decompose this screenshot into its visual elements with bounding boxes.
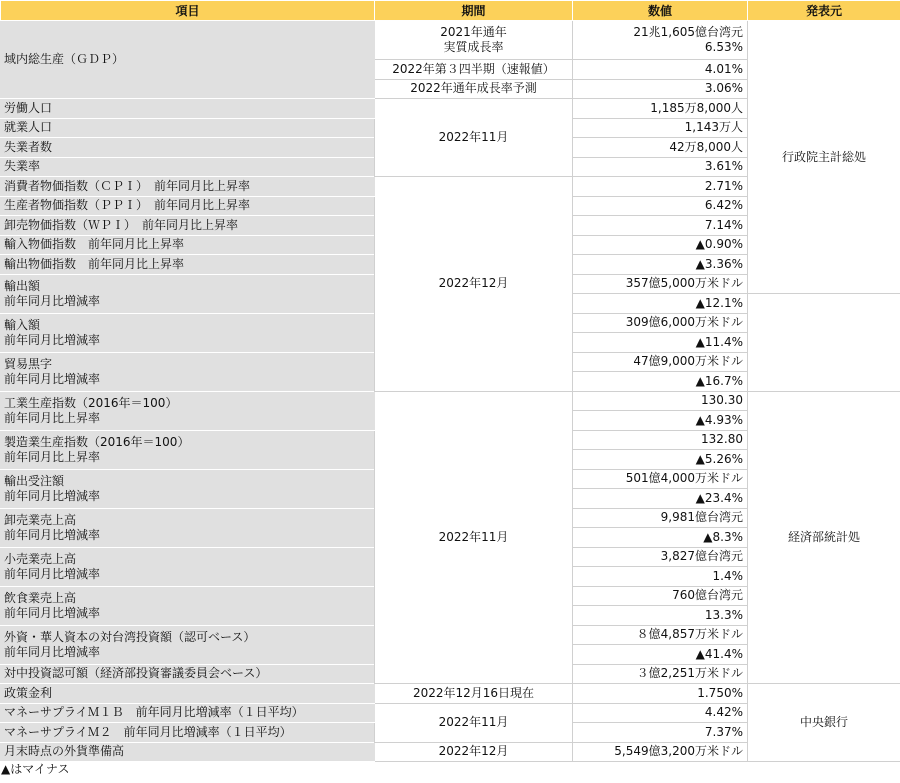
source-cbc: 中央銀行 [748, 684, 900, 762]
value-exports: 357億5,000万米ドル [573, 274, 748, 294]
item-labor-force: 労働人口 [1, 99, 375, 119]
value-unemployed: 42万8,000人 [573, 138, 748, 158]
item-trade-surplus: 貿易黒字 前年同月比増減率 [1, 352, 375, 391]
value-wholesale-change: ▲8.3% [573, 528, 748, 548]
item-import-price: 輸入物価指数 前年同月比上昇率 [1, 235, 375, 255]
source-dgbas: 行政院主計総処 [748, 21, 900, 294]
value-export-orders: 501億4,000万米ドル [573, 469, 748, 489]
value-retail: 3,827億台湾元 [573, 547, 748, 567]
source-moea: 経済部統計処 [748, 391, 900, 684]
value-unemployment-rate: 3.61% [573, 157, 748, 177]
value-food-service: 760億台湾元 [573, 586, 748, 606]
period-gdp-q3: 2022年第３四半期（速報値） [375, 60, 573, 80]
footnote: ▲はマイナス [1, 762, 70, 776]
item-m2: マネーサプライＭ２ 前年同月比増減率（１日平均） [1, 723, 375, 743]
value-ppi: 6.42% [573, 196, 748, 216]
item-gdp: 域内総生産（ＧＤＰ） [1, 21, 375, 99]
item-export-price: 輸出物価指数 前年同月比上昇率 [1, 255, 375, 275]
value-wholesale: 9,981億台湾元 [573, 508, 748, 528]
period-policy-rate: 2022年12月16日現在 [375, 684, 573, 704]
value-labor-force: 1,185万8,000人 [573, 99, 748, 119]
header-period: 期間 [375, 1, 573, 21]
value-china-investment: ３億2,251万米ドル [573, 664, 748, 684]
value-exports-change: ▲12.1% [573, 294, 748, 314]
period-industry: 2022年11月 [375, 391, 573, 684]
value-gdp-q3: 4.01% [573, 60, 748, 80]
value-food-service-change: 13.3% [573, 606, 748, 626]
period-labor: 2022年11月 [375, 99, 573, 177]
item-cpi: 消費者物価指数（ＣＰＩ） 前年同月比上昇率 [1, 177, 375, 197]
value-gdp-forecast: 3.06% [573, 79, 748, 99]
period-gdp-forecast: 2022年通年成長率予測 [375, 79, 573, 99]
item-unemployed: 失業者数 [1, 138, 375, 158]
value-gdp-2021: 21兆1,605億台湾元 6.53% [573, 21, 748, 60]
item-wholesale: 卸売業売上高 前年同月比増減率 [1, 508, 375, 547]
value-fx-reserves: 5,549億3,200万米ドル [573, 742, 748, 762]
value-cpi: 2.71% [573, 177, 748, 197]
value-employed: 1,143万人 [573, 118, 748, 138]
value-industrial-production-change: ▲4.93% [573, 411, 748, 431]
value-foreign-investment-change: ▲41.4% [573, 645, 748, 665]
period-prices-trade: 2022年12月 [375, 177, 573, 392]
value-export-orders-change: ▲23.4% [573, 489, 748, 509]
period-fx-reserves: 2022年12月 [375, 742, 573, 762]
value-export-price: ▲3.36% [573, 255, 748, 275]
item-wpi: 卸売物価指数（ＷＰＩ） 前年同月比上昇率 [1, 216, 375, 236]
value-import-price: ▲0.90% [573, 235, 748, 255]
value-m2: 7.37% [573, 723, 748, 743]
item-manufacturing: 製造業生産指数（2016年＝100） 前年同月比上昇率 [1, 430, 375, 469]
value-foreign-investment: ８億4,857万米ドル [573, 625, 748, 645]
item-industrial-production: 工業生産指数（2016年＝100） 前年同月比上昇率 [1, 391, 375, 430]
item-fx-reserves: 月末時点の外貨準備高 [1, 742, 375, 762]
item-export-orders: 輸出受注額 前年同月比増減率 [1, 469, 375, 508]
item-food-service: 飲食業売上高 前年同月比増減率 [1, 586, 375, 625]
value-industrial-production: 130.30 [573, 391, 748, 411]
item-retail: 小売業売上高 前年同月比増減率 [1, 547, 375, 586]
item-foreign-investment: 外資・華人資本の対台湾投資額（認可ベース） 前年同月比増減率 [1, 625, 375, 664]
value-trade-surplus-change: ▲16.7% [573, 372, 748, 392]
value-m1b: 4.42% [573, 703, 748, 723]
header-item: 項目 [1, 1, 375, 21]
item-ppi: 生産者物価指数（ＰＰＩ） 前年同月比上昇率 [1, 196, 375, 216]
item-unemployment-rate: 失業率 [1, 157, 375, 177]
value-policy-rate: 1.750% [573, 684, 748, 704]
value-manufacturing: 132.80 [573, 430, 748, 450]
value-manufacturing-change: ▲5.26% [573, 450, 748, 470]
item-exports: 輸出額 前年同月比増減率 [1, 274, 375, 313]
value-retail-change: 1.4% [573, 567, 748, 587]
value-imports: 309億6,000万米ドル [573, 313, 748, 333]
value-trade-surplus: 47億9,000万米ドル [573, 352, 748, 372]
item-imports: 輸入額 前年同月比増減率 [1, 313, 375, 352]
period-gdp-2021: 2021年通年 実質成長率 [375, 21, 573, 60]
period-money-supply: 2022年11月 [375, 703, 573, 742]
header-source: 発表元 [748, 1, 900, 21]
item-employed: 就業人口 [1, 118, 375, 138]
value-wpi: 7.14% [573, 216, 748, 236]
item-china-investment: 対中投資認可額（経済部投資審議委員会ベース） [1, 664, 375, 684]
item-policy-rate: 政策金利 [1, 684, 375, 704]
item-m1b: マネーサプライＭ１Ｂ 前年同月比増減率（１日平均） [1, 703, 375, 723]
value-imports-change: ▲11.4% [573, 333, 748, 353]
header-value: 数値 [573, 1, 748, 21]
